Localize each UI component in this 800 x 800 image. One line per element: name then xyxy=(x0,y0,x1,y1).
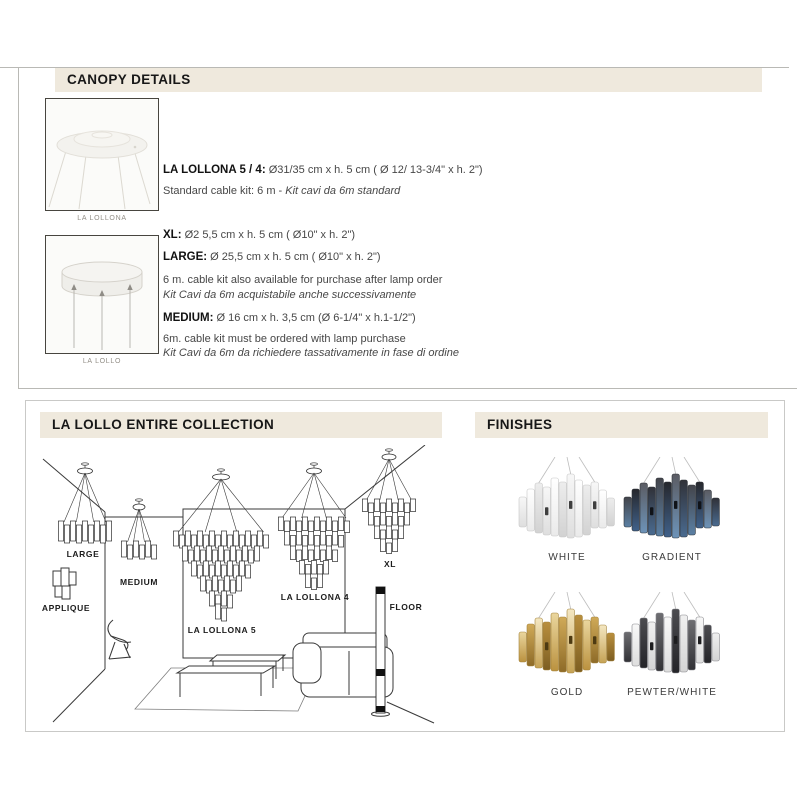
lollona-cable-italic: Kit cavi da 6m standard xyxy=(285,184,401,197)
pewter-white-finish-image xyxy=(622,592,722,678)
kit1-en-line: 6 m. cable kit also available for purchase after lamp order xyxy=(163,274,443,287)
la-lollo-canopy-figure xyxy=(45,235,159,365)
kit1-it-line: Kit Cavi da 6m acquistabile anche successivamente xyxy=(163,288,417,301)
label-applique: APPLIQUE xyxy=(41,603,91,613)
la-lollona-canopy-image xyxy=(45,98,159,211)
lollona-cable-plain: Standard cable kit: 6 m - xyxy=(163,184,286,197)
large-spec-line xyxy=(163,250,633,265)
kit2-it-line: Kit Cavi da 6m da richiedere tassativamente in fase di ordine xyxy=(163,347,459,360)
label-large: LARGE xyxy=(66,549,100,559)
medium-spec-bold: MEDIUM: xyxy=(163,311,214,324)
canopy-details-heading-label: CANOPY DETAILS xyxy=(67,72,191,87)
collection-heading xyxy=(40,412,442,438)
label-lollona5: LA LOLLONA 5 xyxy=(187,625,257,635)
la-lollona-caption: LA LOLLONA xyxy=(77,215,127,222)
large-pendant-drawing xyxy=(58,463,111,543)
xl-spec-line xyxy=(163,228,633,243)
finish-label-pewter-white: PEWTER/WHITE xyxy=(627,687,717,698)
large-spec-bold: LARGE: xyxy=(163,250,208,263)
applique-drawing xyxy=(53,568,76,599)
canopy-section-bottom-rule xyxy=(18,388,797,389)
collection-heading-label: LA LOLLO ENTIRE COLLECTION xyxy=(52,417,275,432)
la-lollona5-pendant-drawing xyxy=(173,469,268,621)
la-lollo-canopy-image xyxy=(45,235,159,354)
finish-card-pewter-white xyxy=(622,592,722,698)
lollona-cable-line xyxy=(163,184,633,198)
gold-finish-image xyxy=(517,592,617,678)
left-rule xyxy=(18,67,19,389)
finishes-heading-label: FINISHES xyxy=(487,417,553,432)
lollona-title-line xyxy=(163,163,633,178)
lollona-title-rest: Ø31/35 cm x h. 5 cm ( Ø 12/ 13-3/4" x h. 2") xyxy=(265,164,483,176)
finish-label-gradient: GRADIENT xyxy=(642,552,702,563)
la-lollona4-pendant-drawing xyxy=(278,463,349,590)
label-medium: MEDIUM xyxy=(119,577,159,587)
label-lollona4: LA LOLLONA 4 xyxy=(280,592,350,602)
la-lollona-canopy-drawing xyxy=(46,99,158,210)
canopy-details-heading xyxy=(55,68,762,92)
collection-room-illustration xyxy=(35,445,465,732)
la-lollona-specs xyxy=(163,163,633,198)
finishes-heading xyxy=(475,412,768,438)
large-spec-rest: Ø 25,5 cm x h. 5 cm ( Ø10" x h. 2") xyxy=(207,250,381,263)
finish-card-gold xyxy=(517,592,617,698)
white-finish-image xyxy=(517,457,617,543)
xl-pendant-drawing xyxy=(362,449,415,554)
la-lollo-specs xyxy=(163,228,633,360)
finish-card-gradient xyxy=(622,457,722,563)
finish-label-white: WHITE xyxy=(548,552,586,563)
label-floor: FLOOR xyxy=(389,602,423,612)
la-lollo-caption: LA LOLLO xyxy=(82,358,122,365)
la-lollo-canopy-drawing xyxy=(46,236,158,353)
coffee-tables-drawing xyxy=(177,655,285,697)
xl-spec-bold: XL: xyxy=(163,229,182,241)
medium-spec-line xyxy=(163,311,633,326)
finish-card-white xyxy=(517,457,617,563)
kit2-en-line: 6m. cable kit must be ordered with lamp purchase xyxy=(163,333,406,346)
gradient-finish-image xyxy=(622,457,722,543)
xl-spec-rest: Ø2 5,5 cm x h. 5 cm ( Ø10" x h. 2") xyxy=(181,229,356,241)
finish-label-gold: GOLD xyxy=(550,687,584,698)
la-lollona-canopy-figure xyxy=(45,98,159,222)
lollona-title-bold: LA LOLLONA 5 / 4: xyxy=(163,164,266,176)
label-xl: XL xyxy=(383,559,397,569)
medium-spec-rest: Ø 16 cm x h. 3,5 cm (Ø 6-1/4" x h.1-1/2") xyxy=(213,311,416,324)
chair-drawing xyxy=(108,620,131,659)
rug-drawing xyxy=(135,668,318,711)
medium-pendant-drawing xyxy=(121,499,156,559)
